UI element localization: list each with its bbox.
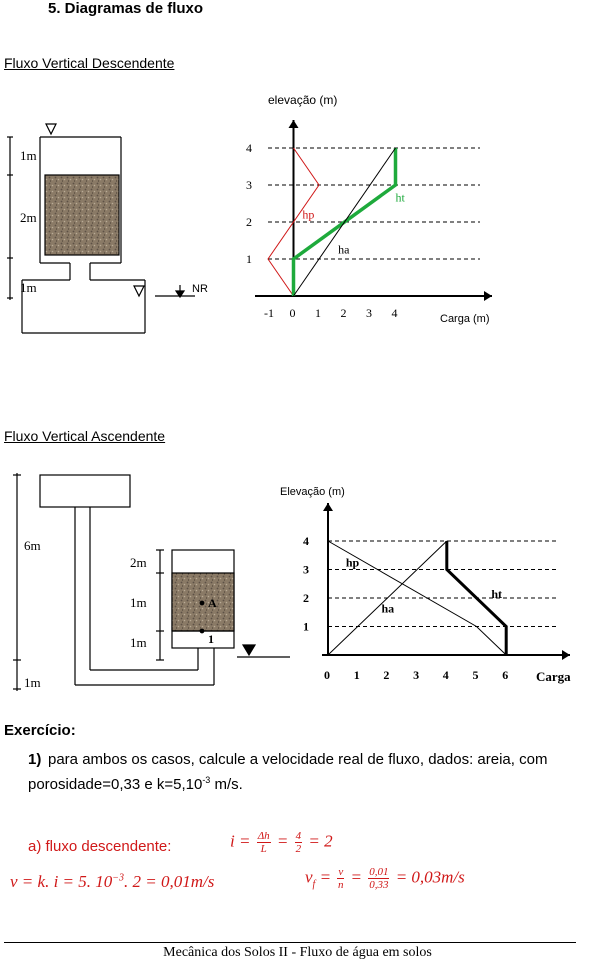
x-tick-label: 1 [353, 668, 360, 682]
exponent: −3 [112, 872, 125, 884]
x-tick-label: 3 [413, 668, 420, 682]
x-tick-label: 0 [324, 668, 330, 682]
x-tick-label: 2 [340, 306, 347, 320]
dim-label: 6m [24, 538, 41, 553]
dim-label: 2m [20, 210, 37, 225]
x-tick-label: 3 [366, 306, 372, 320]
fraction-numerator: 0,01 [369, 866, 389, 878]
series-label-ha: ha [381, 601, 395, 616]
y-tick-label: 1 [246, 252, 252, 266]
exercise-statement [28, 750, 594, 795]
series-label-hp: hp [302, 207, 315, 222]
fraction-denominator: 0,33 [369, 879, 389, 891]
formula-part: = 0,03m/s [395, 867, 465, 887]
velocity-formula [10, 872, 214, 892]
dim-label: 1m [24, 675, 41, 690]
water-level-top-icon [46, 124, 56, 134]
series-label-ht: ht [395, 190, 405, 205]
fraction-numerator: v [338, 866, 344, 878]
chart-descending [246, 120, 492, 320]
y-tick-label: 1 [303, 619, 309, 634]
exercise-text: para ambos os casos, calcule a velocidade real de fluxo, dados: areia, com porosidade=0,33 e k=5,10 [28, 751, 548, 793]
dim-label: 1m [20, 280, 37, 295]
formula-part: v = k. i = 5. 10 [10, 872, 113, 891]
x-tick-label: 4 [442, 668, 449, 682]
point-label: A [208, 596, 217, 610]
section-title-ascending: Fluxo Vertical Ascendente [4, 428, 166, 444]
x-axis-title: Carga [536, 669, 571, 684]
footer-divider [4, 942, 576, 943]
x-axis-arrow [484, 291, 492, 301]
formula-part: = 2 [308, 831, 333, 851]
section-title-descending: Fluxo Vertical Descendente [4, 55, 175, 71]
dim-label: 1m [20, 148, 37, 163]
fraction-numerator: Δh [257, 830, 270, 842]
x-tick-label: 1 [315, 306, 321, 320]
x-axis-title: Carga (m) [440, 313, 490, 325]
x-tick-label: 0 [289, 306, 296, 320]
datum-label: NR [192, 283, 208, 295]
dim-label: 2m [130, 555, 147, 570]
x-axis-arrow [562, 650, 570, 660]
subscript: f [312, 878, 316, 890]
exercise-text-end: m/s. [210, 776, 243, 793]
descending-flow-figure [0, 80, 595, 350]
y-tick-label: 4 [246, 141, 252, 155]
fraction-denominator: 2 [295, 843, 302, 855]
real-velocity-formula: $v_f$ = $\frac{v}{n}$ = $\frac{0,01}{0,33}$ = 0,03m/s [305, 866, 465, 891]
exercise-number: 1) [28, 751, 42, 768]
y-tick-label: 4 [303, 534, 309, 548]
water-level-outlet-icon [134, 286, 144, 296]
x-tick-label: -1 [264, 306, 274, 320]
apparatus-ascending [13, 473, 290, 691]
fraction-denominator: n [338, 879, 344, 891]
y-tick-label: 3 [246, 178, 252, 192]
series-label-hp: hp [345, 555, 360, 570]
formula-part: = [276, 831, 289, 851]
y-tick-label: 2 [303, 591, 309, 605]
gradient-formula [230, 830, 333, 855]
y-tick-label: 3 [303, 562, 309, 577]
y-axis-title: Elevação (m) [280, 486, 345, 498]
x-tick-label: 4 [391, 306, 398, 320]
formula-part: = [315, 867, 332, 887]
formula-part: v [305, 867, 313, 887]
formula-part: i = [230, 831, 251, 851]
formula-part: . 2 = 0,01m/s [124, 872, 215, 891]
series-label-ha: ha [338, 242, 350, 257]
y-tick-label: 2 [246, 215, 252, 229]
soil-sample [45, 175, 119, 255]
ascending-flow-figure [0, 455, 595, 705]
point-label: 1 [208, 632, 214, 646]
dim-label: 1m [130, 635, 147, 650]
x-tick-label: 5 [472, 668, 479, 682]
series-label-ht: ht [491, 587, 503, 601]
dim-label: 1m [130, 595, 147, 610]
x-tick-label: 2 [383, 668, 390, 682]
fraction-denominator: L [260, 843, 267, 855]
y-axis-arrow [323, 503, 333, 511]
chart-ascending [303, 503, 570, 682]
x-tick-label: 6 [502, 668, 509, 682]
answer-a-label: a) fluxo descendente: [28, 838, 172, 855]
y-axis-arrow [289, 120, 299, 128]
exercise-title: Exercício: [4, 722, 76, 739]
water-level-icon [243, 645, 255, 655]
section-heading: 5. Diagramas de fluxo [48, 0, 204, 17]
y-axis-title: elevação (m) [268, 93, 338, 107]
exponent: -3 [202, 775, 211, 785]
fraction-numerator: 4 [295, 830, 302, 842]
page-footer: Mecânica dos Solos II - Fluxo de água em solos [163, 945, 432, 960]
